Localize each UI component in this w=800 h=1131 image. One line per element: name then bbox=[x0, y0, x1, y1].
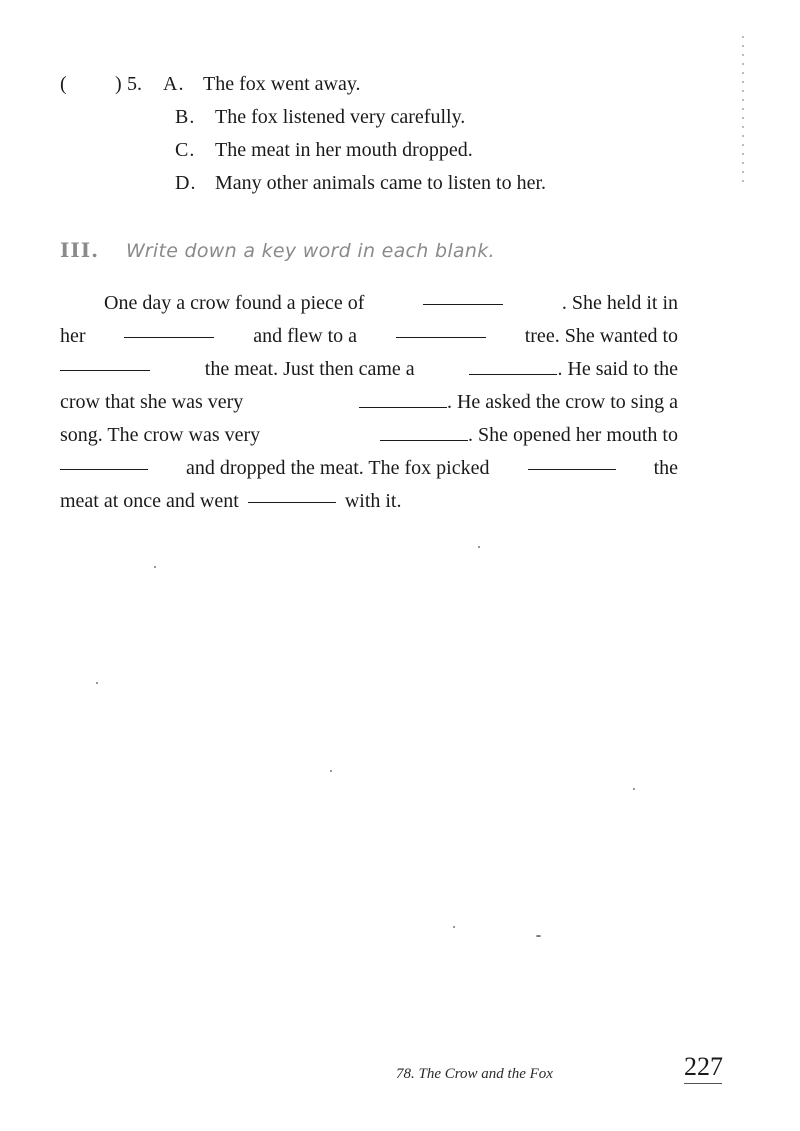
option-letter: A. bbox=[163, 73, 185, 95]
passage-line bbox=[60, 419, 678, 452]
passage-text: her bbox=[60, 325, 86, 347]
passage-text: One day a crow found a piece of bbox=[104, 292, 365, 314]
passage-text: meat at once and went bbox=[60, 490, 239, 512]
answer-blank[interactable] bbox=[396, 320, 486, 338]
scan-speck bbox=[453, 926, 455, 928]
section-number: III. bbox=[60, 238, 100, 262]
passage-line bbox=[60, 452, 678, 485]
passage-text: the meat. Just then came a bbox=[204, 358, 415, 380]
passage-text: tree. She wanted to bbox=[524, 325, 678, 347]
question-number: 5. bbox=[127, 73, 142, 95]
scan-speck bbox=[154, 566, 156, 568]
answer-paren-close: ) bbox=[115, 73, 122, 95]
passage-line bbox=[60, 287, 678, 320]
answer-blank[interactable] bbox=[248, 485, 336, 503]
scan-edge-marks bbox=[742, 36, 744, 186]
question-5-option-a bbox=[60, 68, 546, 101]
passage-text: song. The crow was very bbox=[60, 424, 261, 446]
answer-blank[interactable] bbox=[423, 287, 503, 305]
scan-speck bbox=[96, 682, 98, 684]
answer-blank[interactable] bbox=[380, 423, 468, 441]
option-letter: C. bbox=[175, 139, 196, 161]
passage-text: . He asked the crow to sing a bbox=[446, 391, 678, 413]
passage-line bbox=[60, 386, 678, 419]
option-text: The fox listened very carefully. bbox=[215, 106, 466, 128]
option-text: Many other animals came to listen to her. bbox=[215, 172, 547, 194]
passage-text: . She opened her mouth to bbox=[468, 424, 678, 446]
answer-blank[interactable] bbox=[469, 357, 557, 375]
section-3-heading bbox=[60, 238, 495, 262]
scan-speck bbox=[478, 546, 480, 548]
question-5-option-c bbox=[60, 134, 546, 167]
cloze-passage bbox=[60, 287, 678, 518]
answer-blank[interactable] bbox=[124, 320, 214, 338]
passage-line bbox=[60, 320, 678, 353]
chapter-footer: 78. The Crow and the Fox bbox=[396, 1066, 553, 1082]
page-number: 227 bbox=[684, 1052, 723, 1081]
answer-paren-open: ( bbox=[60, 73, 67, 95]
passage-text: . He said to the bbox=[557, 358, 678, 380]
answer-blank[interactable] bbox=[528, 452, 616, 470]
passage-text: . She held it in bbox=[561, 292, 678, 314]
option-text: The fox went away. bbox=[203, 73, 361, 95]
option-text: The meat in her mouth dropped. bbox=[215, 139, 473, 161]
passage-text: crow that she was very bbox=[60, 391, 244, 413]
answer-blank[interactable] bbox=[60, 452, 148, 470]
section-instruction: Write down a key word in each blank. bbox=[126, 240, 495, 262]
page-number-rule bbox=[684, 1083, 722, 1084]
scan-speck bbox=[633, 788, 635, 790]
passage-text: the bbox=[653, 457, 678, 479]
question-5-option-d bbox=[60, 167, 546, 200]
passage-text: and flew to a bbox=[253, 325, 358, 347]
passage-text: with it. bbox=[344, 490, 402, 512]
passage-line bbox=[60, 353, 678, 386]
passage-line bbox=[60, 485, 678, 518]
passage-text: and dropped the meat. The fox picked bbox=[186, 457, 490, 479]
scan-speck bbox=[330, 770, 332, 772]
question-5 bbox=[60, 68, 546, 200]
option-letter: D. bbox=[175, 172, 197, 194]
question-5-option-b bbox=[60, 101, 546, 134]
option-letter: B. bbox=[175, 106, 196, 128]
answer-blank[interactable] bbox=[60, 353, 150, 371]
scan-speck bbox=[536, 935, 541, 937]
answer-blank[interactable] bbox=[359, 390, 447, 408]
